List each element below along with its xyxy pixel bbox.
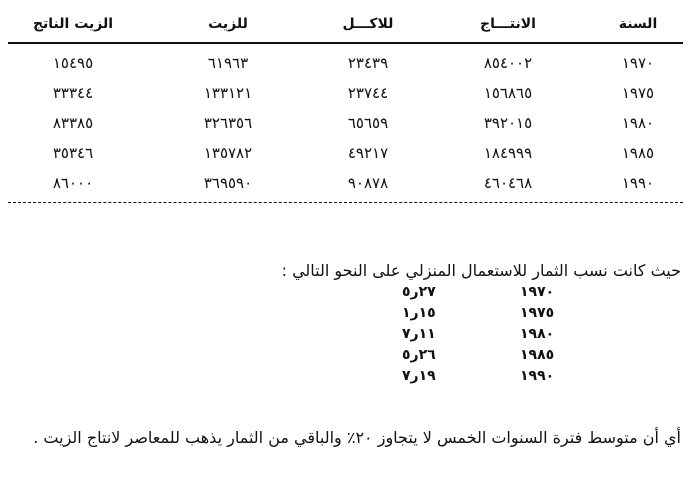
- header-for-oil: للزيت: [208, 16, 248, 32]
- cell-for-oil: ١٣٣١٢١: [203, 84, 253, 102]
- ratio-row: [380, 326, 600, 347]
- cell-production: ٨٥٤٠٠٢: [483, 54, 533, 72]
- table-row: [8, 168, 683, 198]
- header-for-eating: للاكـــل: [342, 16, 394, 32]
- cell-for-eating: ٦٥٦٥٩: [347, 114, 389, 132]
- home-use-ratios-list: [380, 284, 600, 389]
- olive-production-table: [8, 6, 683, 203]
- table-bottom-rule: [8, 202, 683, 203]
- ratio-year: ١٩٨٥: [520, 347, 555, 363]
- ratio-row: [380, 347, 600, 368]
- cell-oil-produced: ٣٣٣٤٤: [52, 84, 94, 102]
- cell-for-eating: ٢٣٧٤٤: [347, 84, 389, 102]
- ratio-year: ١٩٩٠: [520, 368, 555, 384]
- ratio-value: ١١ر٧: [402, 326, 436, 342]
- table-row: [8, 48, 683, 78]
- ratio-year: ١٩٧٥: [520, 305, 555, 321]
- cell-for-oil: ٣٢٦٣٥٦: [203, 114, 253, 132]
- cell-production: ١٥٦٨٦٥: [483, 84, 533, 102]
- cell-oil-produced: ١٥٤٩٥: [52, 54, 94, 72]
- table-row: [8, 138, 683, 168]
- header-production: الانتـــاج: [480, 16, 536, 32]
- table-row: [8, 78, 683, 108]
- cell-oil-produced: ٨٣٣٨٥: [52, 114, 94, 132]
- cell-for-eating: ٤٩٢١٧: [347, 144, 389, 162]
- ratio-row: [380, 368, 600, 389]
- intro-paragraph: حيث كانت نسب الثمار للاستعمال المنزلي على النحو التالي :: [281, 261, 681, 280]
- ratio-year: ١٩٨٠: [520, 326, 555, 342]
- cell-year: ١٩٧٠: [621, 54, 655, 72]
- ratio-value: ٢٦ر٥: [402, 347, 436, 363]
- cell-production: ٤٦٠٤٦٨: [483, 174, 533, 192]
- header-oil-produced: الزيت الناتج: [32, 16, 114, 32]
- table-header-row: [8, 6, 683, 44]
- ratio-value: ١٥ر١: [402, 305, 436, 321]
- cell-year: ١٩٧٥: [621, 84, 655, 102]
- cell-for-oil: ٣٦٩٥٩٠: [203, 174, 253, 192]
- cell-oil-produced: ٣٥٣٤٦: [52, 144, 94, 162]
- cell-year: ١٩٨٠: [621, 114, 655, 132]
- cell-for-eating: ٩٠٨٧٨: [347, 174, 389, 192]
- cell-oil-produced: ٨٦٠٠٠: [52, 174, 94, 192]
- cell-production: ١٨٤٩٩٩: [483, 144, 533, 162]
- ratio-row: [380, 284, 600, 305]
- table-row: [8, 108, 683, 138]
- cell-year: ١٩٨٥: [621, 144, 655, 162]
- table-body: [8, 44, 683, 198]
- ratio-value: ١٩ر٧: [402, 368, 436, 384]
- ratio-row: [380, 305, 600, 326]
- cell-for-oil: ٦١٩٦٣: [207, 54, 249, 72]
- ratio-value: ٢٧ر٥: [402, 284, 436, 300]
- ratio-year: ١٩٧٠: [520, 284, 555, 300]
- cell-for-oil: ١٣٥٧٨٢: [203, 144, 253, 162]
- cell-year: ١٩٩٠: [621, 174, 655, 192]
- header-year: السنة: [618, 16, 658, 32]
- conclusion-paragraph: أي أن متوسط فترة السنوات الخمس لا يتجاوز ٢٠٪ والباقي من الثمار يذهب للمعاصر لانتاج الزيت .: [33, 428, 681, 447]
- cell-production: ٣٩٢٠١٥: [483, 114, 533, 132]
- cell-for-eating: ٢٣٤٣٩: [347, 54, 389, 72]
